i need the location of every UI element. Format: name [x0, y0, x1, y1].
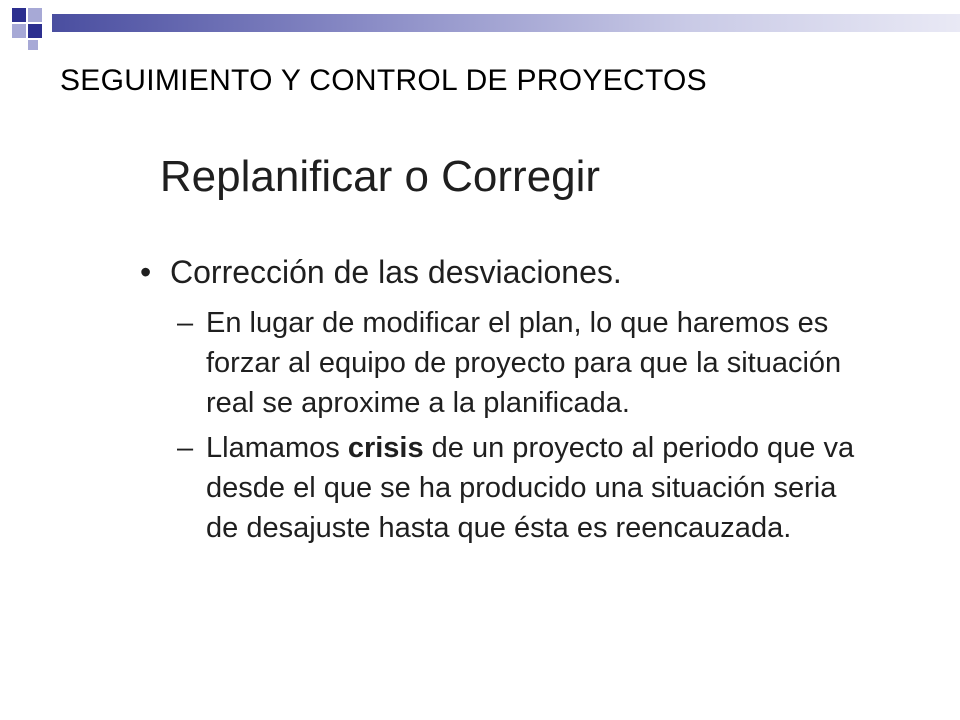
sub-bullet-text-after: de un proyecto al periodo que va desde el que se ha producido una situación seria de desajuste hasta que ésta es reencauzada. — [206, 432, 855, 544]
square-dark-1 — [12, 8, 26, 22]
header-gradient-band — [52, 14, 960, 32]
sub-bullet-marker: – — [177, 432, 194, 464]
square-light-1 — [28, 8, 42, 22]
sub-bullet-text — [206, 428, 866, 548]
square-light-3 — [28, 40, 38, 50]
bullet-marker: • — [140, 254, 152, 290]
sub-bullet-text-before: Llamamos — [206, 432, 348, 464]
sub-bullet-text: En lugar de modificar el plan, lo que haremos es forzar al equipo de proyecto para que la situación real se aproxime a la planificada. — [206, 307, 842, 419]
square-dark-2 — [28, 24, 42, 38]
bullet-item — [140, 254, 622, 291]
square-light-2 — [12, 24, 26, 38]
bullet-text: Corrección de las desviaciones. — [170, 254, 622, 290]
slide-heading: Replanificar o Corregir — [159, 152, 601, 201]
page-title: SEGUIMIENTO Y CONTROL DE PROYECTOS — [60, 64, 707, 97]
crisis-keyword: crisis — [347, 432, 424, 464]
sub-bullet-marker: – — [177, 307, 194, 339]
